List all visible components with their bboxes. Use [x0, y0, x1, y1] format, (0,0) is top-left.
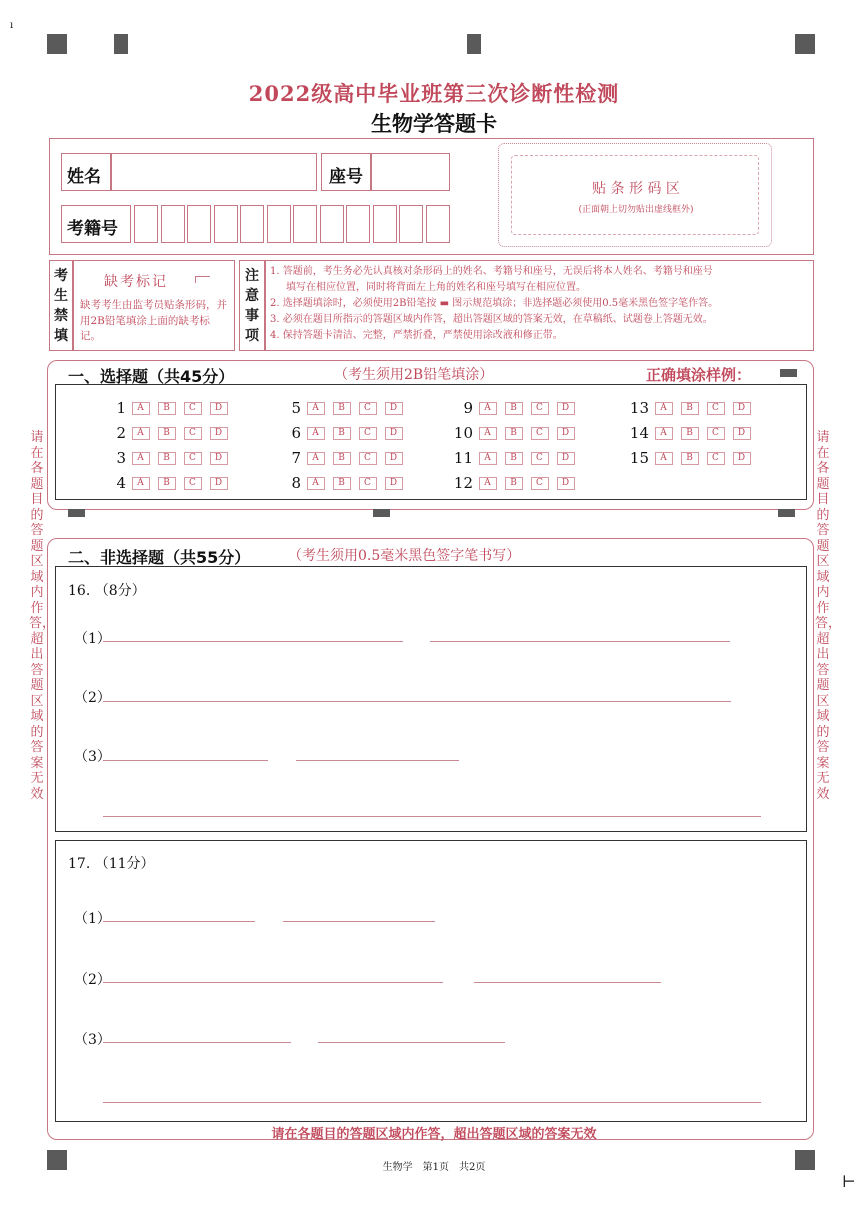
section1-title: 一、选择题（共45分）	[68, 367, 235, 386]
mcq-number: 1	[116, 399, 126, 417]
mcq-number: 14	[629, 424, 649, 442]
mcq-bubble[interactable]: A	[655, 427, 673, 440]
mcq-bubble[interactable]: A	[479, 427, 497, 440]
section1-hint: （考生须用2B铅笔填涂）	[334, 367, 494, 383]
mcq-bubble[interactable]: A	[307, 452, 325, 465]
notice-item-1b: 填写在相应位置，同时将背面左上角的姓名和座号填写在相应位置。	[286, 282, 586, 293]
mcq-bubble[interactable]: D	[733, 402, 751, 415]
mcq-number: 8	[291, 474, 301, 492]
sample-filled-mark	[780, 369, 797, 377]
notice-side-label: 注意事项	[245, 268, 259, 344]
barcode-area	[498, 143, 772, 247]
mcq-bubble[interactable]: A	[132, 477, 150, 490]
mcq-bubble[interactable]: B	[681, 402, 699, 415]
barcode-title: 贴 条 形 码 区	[592, 181, 680, 197]
q17-label: 17. （11分）	[68, 856, 155, 872]
mcq-bubble[interactable]: B	[505, 427, 523, 440]
mcq-bubble[interactable]: D	[385, 477, 403, 490]
barcode-note: (正面朝上切勿贴出虚线框外)	[578, 205, 694, 215]
seat-label: 座号	[329, 167, 363, 187]
q16-1-line-b[interactable]	[430, 641, 730, 642]
mcq-bubble[interactable]: C	[359, 402, 377, 415]
mcq-bubble[interactable]: C	[531, 452, 549, 465]
mcq-bubble[interactable]: B	[681, 452, 699, 465]
q16-3-line-c[interactable]	[103, 816, 761, 817]
mcq-options	[132, 402, 236, 415]
mcq-bubble[interactable]: B	[158, 477, 176, 490]
notice-item-1: 1. 答题前，考生务必先认真核对条形码上的姓名、考籍号和座号，无误后将本人姓名、考籍号和座号	[270, 266, 713, 277]
mcq-bubble[interactable]: A	[479, 402, 497, 415]
q16-part-1: （1）	[74, 631, 111, 647]
mcq-number: 5	[291, 399, 301, 417]
mcq-options	[132, 452, 236, 465]
absent-mark-bubble[interactable]	[195, 276, 210, 283]
q17-1-line-a[interactable]	[103, 921, 255, 922]
q17-1-line-b[interactable]	[283, 921, 435, 922]
section2-title: 二、非选择题（共55分）	[68, 548, 251, 567]
mcq-bubble[interactable]: B	[158, 452, 176, 465]
q16-3-line-b[interactable]	[296, 760, 459, 761]
sample-label: 正确填涂样例：	[646, 366, 752, 384]
mcq-bubble[interactable]: D	[210, 452, 228, 465]
corner-tick: ı	[10, 20, 14, 31]
mcq-bubble[interactable]: D	[733, 427, 751, 440]
mcq-bubble[interactable]: B	[333, 452, 351, 465]
mcq-bubble[interactable]: B	[333, 427, 351, 440]
q17-3-line-b[interactable]	[318, 1042, 505, 1043]
mcq-number: 12	[453, 474, 473, 492]
mcq-bubble[interactable]: D	[557, 477, 575, 490]
mcq-number: 10	[453, 424, 473, 442]
mcq-number: 13	[629, 399, 649, 417]
timing-mark	[467, 34, 481, 54]
mcq-options	[307, 452, 411, 465]
mcq-bubble[interactable]: B	[333, 402, 351, 415]
mcq-bubble[interactable]: A	[655, 402, 673, 415]
q17-part-3: （3）	[74, 1032, 111, 1048]
q17-3-line-c[interactable]	[103, 1102, 761, 1103]
exam-no-digit-cell[interactable]	[426, 205, 450, 243]
mcq-options	[307, 402, 411, 415]
q16-label: 16. （8分）	[68, 583, 146, 599]
mcq-bubble[interactable]: C	[359, 427, 377, 440]
q16-2-line[interactable]	[103, 701, 731, 702]
q17-2-line-a[interactable]	[103, 982, 443, 983]
q16-part-2: （2）	[74, 690, 111, 706]
q17-part-1: （1）	[74, 911, 111, 927]
mcq-options	[655, 402, 759, 415]
mcq-options	[132, 477, 236, 490]
mcq-options	[655, 452, 759, 465]
mcq-bubble[interactable]: A	[307, 402, 325, 415]
mcq-bubble[interactable]: B	[158, 427, 176, 440]
notice-item-3: 3. 必须在题目所指示的答题区域内作答，超出答题区域的答案无效，在草稿纸、试题卷上答题无效。	[270, 314, 713, 325]
mcq-bubble[interactable]: C	[359, 452, 377, 465]
right-side-warning: 请在各题目的答题区域内作答，超出答题区域的答案无效	[815, 430, 842, 802]
exam-no-digit-cell[interactable]	[293, 205, 317, 243]
mcq-bubble[interactable]: D	[557, 427, 575, 440]
exam-no-digit-cell[interactable]	[320, 205, 344, 243]
mcq-bubble[interactable]: D	[210, 427, 228, 440]
page-footer: 生物学 第1页 共2页	[382, 1162, 486, 1173]
timing-mark	[373, 509, 390, 517]
q16-answer-box	[55, 566, 807, 832]
corner-crop-mark: ⊢	[842, 1172, 856, 1191]
exam-no-digit-cell[interactable]	[373, 205, 397, 243]
mcq-bubble[interactable]: D	[385, 452, 403, 465]
mcq-bubble[interactable]: D	[557, 402, 575, 415]
q17-part-2: （2）	[74, 972, 111, 988]
mcq-bubble[interactable]: D	[733, 452, 751, 465]
exam-no-digit-cell[interactable]	[399, 205, 423, 243]
mcq-bubble[interactable]: A	[479, 477, 497, 490]
mcq-options	[307, 427, 411, 440]
timing-mark	[47, 34, 67, 54]
mcq-bubble[interactable]: C	[531, 427, 549, 440]
left-side-warning: 请在各题目的答题区域内作答，超出答题区域的答案无效	[29, 430, 56, 802]
mcq-options	[132, 427, 236, 440]
mcq-bubble[interactable]: D	[385, 402, 403, 415]
mcq-options	[655, 427, 759, 440]
q16-3-line-a[interactable]	[103, 760, 268, 761]
q17-answer-box	[55, 840, 807, 1122]
seat-field[interactable]	[371, 153, 450, 191]
exam-no-digit-cell[interactable]	[267, 205, 291, 243]
exam-no-label: 考籍号	[67, 219, 118, 239]
mcq-options	[479, 427, 583, 440]
timing-mark	[795, 34, 815, 54]
card-subtitle: 生物学答题卡	[371, 111, 497, 136]
mcq-bubble[interactable]: A	[307, 427, 325, 440]
mcq-bubble[interactable]: C	[707, 427, 725, 440]
name-field[interactable]	[111, 153, 317, 191]
mcq-bubble[interactable]: D	[385, 427, 403, 440]
mcq-bubble[interactable]: D	[210, 477, 228, 490]
name-label: 姓名	[67, 167, 101, 187]
mcq-bubble[interactable]: A	[307, 477, 325, 490]
absent-mark-label: 缺考标记	[104, 274, 168, 290]
mcq-options	[479, 477, 583, 490]
mcq-number: 15	[629, 449, 649, 467]
mcq-bubble[interactable]: A	[132, 427, 150, 440]
mcq-bubble[interactable]: A	[479, 452, 497, 465]
timing-mark	[778, 509, 795, 517]
mcq-bubble[interactable]: A	[655, 452, 673, 465]
q17-3-line-a[interactable]	[103, 1042, 291, 1043]
absent-note: 缺考考生由监考员贴条形码，并用2B铅笔填涂上面的缺考标记。	[80, 299, 227, 342]
mcq-bubble[interactable]: B	[505, 452, 523, 465]
mcq-bubble[interactable]: C	[359, 477, 377, 490]
mcq-bubble[interactable]: A	[132, 452, 150, 465]
mcq-options	[307, 477, 411, 490]
mcq-number: 3	[116, 449, 126, 467]
section2-hint: （考生须用0.5毫米黑色签字笔书写）	[288, 548, 521, 564]
mcq-bubble[interactable]: C	[707, 402, 725, 415]
q16-part-3: （3）	[74, 749, 111, 765]
mcq-bubble[interactable]: C	[707, 452, 725, 465]
mcq-bubble[interactable]: B	[505, 477, 523, 490]
mcq-bubble[interactable]: C	[531, 477, 549, 490]
exam-no-digit-cell[interactable]	[161, 205, 185, 243]
q16-1-line-a[interactable]	[103, 641, 403, 642]
mcq-bubble[interactable]: B	[681, 427, 699, 440]
mcq-bubble[interactable]: C	[184, 402, 202, 415]
mcq-number: 9	[463, 399, 473, 417]
absent-side-label: 考生禁填	[54, 268, 68, 344]
mcq-bubble[interactable]: C	[531, 402, 549, 415]
mcq-number: 4	[116, 474, 126, 492]
mcq-bubble[interactable]: B	[505, 402, 523, 415]
mcq-options	[479, 402, 583, 415]
bottom-warning: 请在各题目的答题区域内作答，超出答题区域的答案无效	[271, 1127, 597, 1142]
exam-no-digit-cell[interactable]	[214, 205, 238, 243]
mcq-bubble[interactable]: C	[184, 477, 202, 490]
mcq-options	[479, 452, 583, 465]
notice-item-2: 2. 选择题填涂时，必须使用2B铅笔按 ▬ 图示规范填涂；非选择题必须使用0.5毫米黑色签字笔作答。	[270, 298, 719, 309]
mcq-number: 2	[116, 424, 126, 442]
q17-2-line-b[interactable]	[474, 982, 661, 983]
mcq-bubble[interactable]: D	[210, 402, 228, 415]
exam-no-digit-cell[interactable]	[187, 205, 211, 243]
timing-mark	[68, 509, 85, 517]
mcq-number: 11	[453, 449, 473, 467]
mcq-bubble[interactable]: C	[184, 427, 202, 440]
mcq-bubble[interactable]: B	[158, 402, 176, 415]
exam-no-digit-cell[interactable]	[240, 205, 264, 243]
mcq-number: 7	[291, 449, 301, 467]
mcq-bubble[interactable]: C	[184, 452, 202, 465]
mcq-bubble[interactable]: A	[132, 402, 150, 415]
exam-title: 2022级高中毕业班第三次诊断性检测	[248, 81, 620, 106]
mcq-bubble[interactable]: D	[557, 452, 575, 465]
mcq-bubble[interactable]: B	[333, 477, 351, 490]
exam-no-digit-cell[interactable]	[346, 205, 370, 243]
timing-mark	[114, 34, 128, 54]
exam-no-digit-cell[interactable]	[134, 205, 158, 243]
notice-item-4: 4. 保持答题卡清洁、完整，严禁折叠，严禁使用涂改液和修正带。	[270, 330, 563, 341]
mcq-number: 6	[291, 424, 301, 442]
